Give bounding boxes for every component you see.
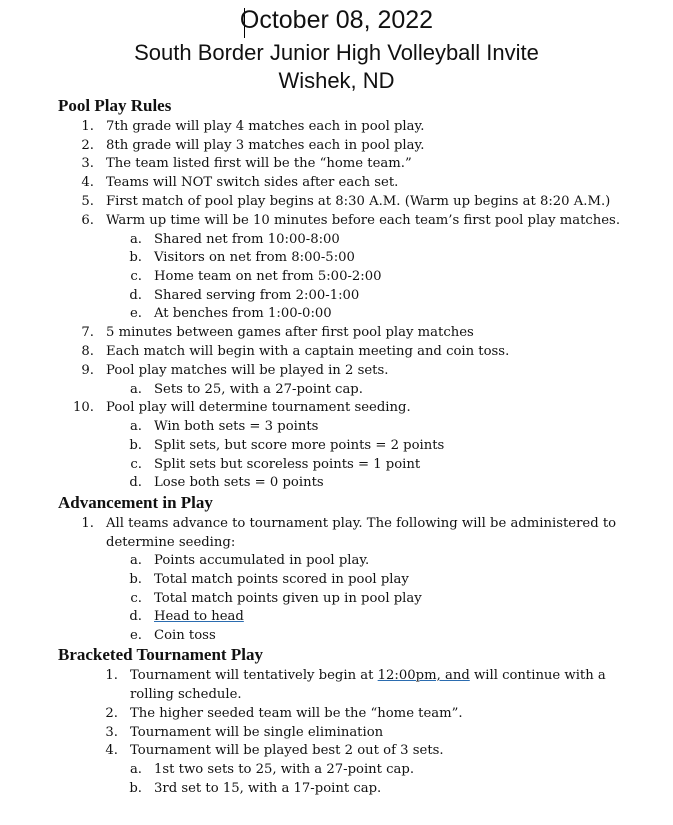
section-heading-bracket: Bracketed Tournament Play [58, 645, 263, 664]
event-title: South Border Junior High Volleyball Invite [134, 40, 539, 65]
document-page: October 08, 2022 South Border Junior High Volleyball Invite Wishek, ND Pool Play Rules 1. 7th grade will play 4 matches each in pool play. 2. 8th grade will play 3 matches each in pool play. 3. The team listed first will be the “home team.” 4. Teams will NOT switch sides after each set. 5. First match of pool play begins at 8:30 A.M. (Warm up begins at 8:20 A.M.) 6. Warm up time will be 10 minutes before each team’s first pool play matches. a. Shared net from 10:00-8:00 b. Visitors on net from 8:00-5:00 c. Home team on net from 5:00-2:00 d. Shared serving from 2:00-1:00 e. At benches from 1:00-0:00 7. 5 minutes between games after first pool play matches 8. Each match will begin with a captain meeting and coin toss. 9. Pool play matches will be played in 2 sets. a. Sets to 25, with a 27-point cap. 10. Pool play will determine tournament seeding. a. Win both sets = 3 points b. Split sets, but score more points = 2 points c. Split sets but scoreless points = 1 point d. Lose both sets = 0 points Advancement in Play 1. All teams advance to tournament play. The following will be administered to determine seeding: a. Points accumulated in pool play. b. Total match points scored in pool play c. Total match points given up in pool play d. Head to head e. Coin toss Bracketed Tournament Play 1. Tournament will tentatively begin at 12:00pm, and will continue with a rolling schedule. 2. The higher seeded team will be the “home team”. 3. Tournament will be single elimination 4. Tournament will be played best 2 out of 3 sets. a. 1st two sets to 25, with a 27-point cap. b. 3rd set to 15, with a 17-point cap. [0, 0, 673, 825]
document-date: October 08, 2022 [239, 6, 434, 34]
section-heading-pool-play: Pool Play Rules [58, 96, 172, 115]
section-heading-advancement: Advancement in Play [58, 493, 213, 512]
event-location: Wishek, ND [278, 68, 395, 93]
